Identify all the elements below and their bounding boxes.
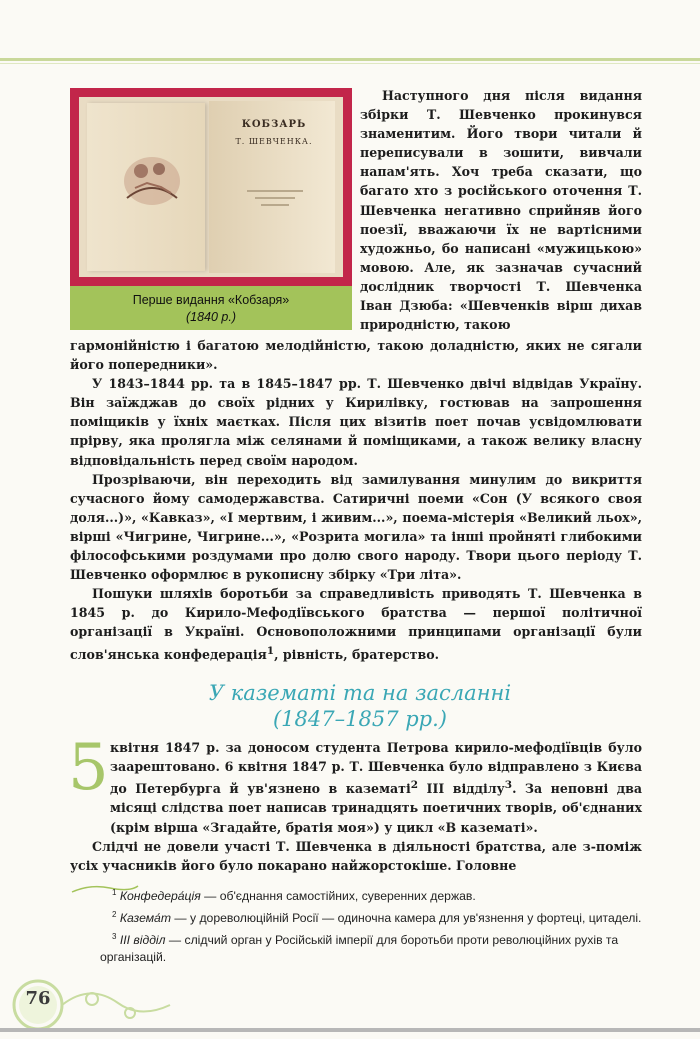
footnote-3: $^3$ ІІІ відділ — слідчий орган у Російській імперії для боротьби проти революційних рухів та організацій.: [100, 932, 619, 965]
kobzar-figure: [70, 88, 352, 330]
p4-text-a: Пошуки шляхів боротьби за справедливість приводять Т. Шевченка в 1845 р. до Кирило-Мефодіївського братства — першої політичної організації в Україні. Основоположними принципами організації були слов'янська конфедерація: [70, 586, 642, 662]
footnote-1: $^1$ Конфедера́ція — об'єднання самостійних, суверенних держав.: [112, 888, 476, 904]
dropcap: 5: [68, 731, 109, 805]
footnote-ref-1[interactable]: 1: [266, 644, 275, 657]
footnote-ref-2[interactable]: 2: [410, 779, 419, 792]
p5-text-a: квітня 1847 р. за доносом студента Петрова кирило-мефодіївців було заарештовано. 6 квітня 1847 р. Т. Шевченка було відправлено з Києва до Петербурга й ув'язнено в казематі: [110, 740, 642, 797]
p5-text-c: . За неповні два місяці слідства поет написав тринадцять поетичних творів, об'єднаних (крім вірша «Згадайте, братія моя») у цикл «В казематі».: [110, 781, 643, 835]
footnote-ref-3[interactable]: 3: [504, 779, 513, 792]
p4-text-b: , рівність, братерство.: [274, 646, 439, 662]
section-text-block: [68, 731, 643, 875]
book-author: Т. ШЕВЧЕНКА.: [235, 137, 313, 146]
footnote-3-term: ІІІ відділ: [119, 933, 166, 948]
figure-caption: [70, 286, 352, 330]
kobzar-book-photo: [79, 97, 343, 277]
caption-line2: (1840 р.): [185, 310, 237, 324]
footnote-1-term: Конфедера́ція: [119, 889, 201, 904]
caption-line1: Перше видання «Кобзаря»: [132, 293, 290, 307]
paragraph-1-rest: гармонійністю і багатою мелодійністю, такою доладністю, яких не сягали його попередники».: [70, 338, 642, 373]
paragraph-3: Прозріваючи, він переходить від замилування минулим до викриття сучасного йому самодержавства. Сатиричні поеми «Сон (У всякого своя доля...)», «Кавказ», «І мертвим, і живим...», поема-містерія «Великий льох», вірші «Чигрине, Чигрине...», «Розрита могила» та інші пройняті глибокими філософськими роздумами про долю свого народу. Твори цього періоду Т. Шевченко оформлює в рукописну збірку «Три літа».: [70, 471, 642, 583]
footnote-2: $^2$ Казема́т — у дореволюційній Росії — одиночна камера для ув'язнення у фортеці, цитаделі.: [112, 910, 642, 926]
top-rule-thin: [0, 63, 700, 64]
paragraph-2: У 1843–1844 рр. та в 1845–1847 рр. Т. Шевченко двічі відвідав Україну. Він заїжджав до своїх рідних у Кирилівку, гостював на запрошення поміщиків у їхніх маєтках. Після цих візитів поет почав усвідомлювати прірву, яка пролягла між селянами й поміщиками, а також велику власну відповідальність перед своїм народом.: [70, 376, 642, 468]
bottom-rule: [0, 1028, 700, 1032]
footnotes: [100, 884, 645, 967]
page-number: 76: [25, 988, 51, 1009]
book-title: КОБЗАРЬ: [241, 119, 307, 130]
paragraph-1-wrap-text: Наступного дня після видання збірки Т. Шевченко прокинувся знаменитим. Його твори читали й переписували в зошити, вивчали напам'ять. Хоч треба сказати, що багато хто з російського оточення Т. Шевченка негативно сприйняв його поезії, вважаючи їх не вартісними художньо, бо написані «мужицькою» мовою. Але, як зазначав сучасний дослідник творчості Т. Шевченка Іван Дзюба: «Шевченків вірш дихав природністю, такою: [360, 88, 642, 333]
section-title-line1: У казематі та на засланні: [208, 681, 512, 705]
frontispiece-illustration-icon: [117, 143, 187, 213]
figure-frame: [70, 88, 352, 286]
section-title: [150, 680, 570, 732]
footnote-2-term: Казема́т: [119, 911, 171, 926]
book-imprint-lines: [247, 185, 303, 211]
book-left-page: [87, 103, 205, 271]
main-text-block: [70, 336, 642, 664]
paragraph-4: [70, 584, 642, 664]
top-rule: [0, 58, 700, 61]
paragraph-1-wrapped: [360, 86, 642, 334]
p5-text-b: ІІІ відділу: [418, 781, 505, 797]
paragraph-6: Слідчі не довели участі Т. Шевченка в діяльності братства, але з-поміж усіх учасників його було покарано найжорстокіше. Головне: [70, 838, 642, 873]
section-title-line2: (1847–1857 рр.): [272, 707, 447, 731]
paragraph-5: [68, 731, 643, 837]
